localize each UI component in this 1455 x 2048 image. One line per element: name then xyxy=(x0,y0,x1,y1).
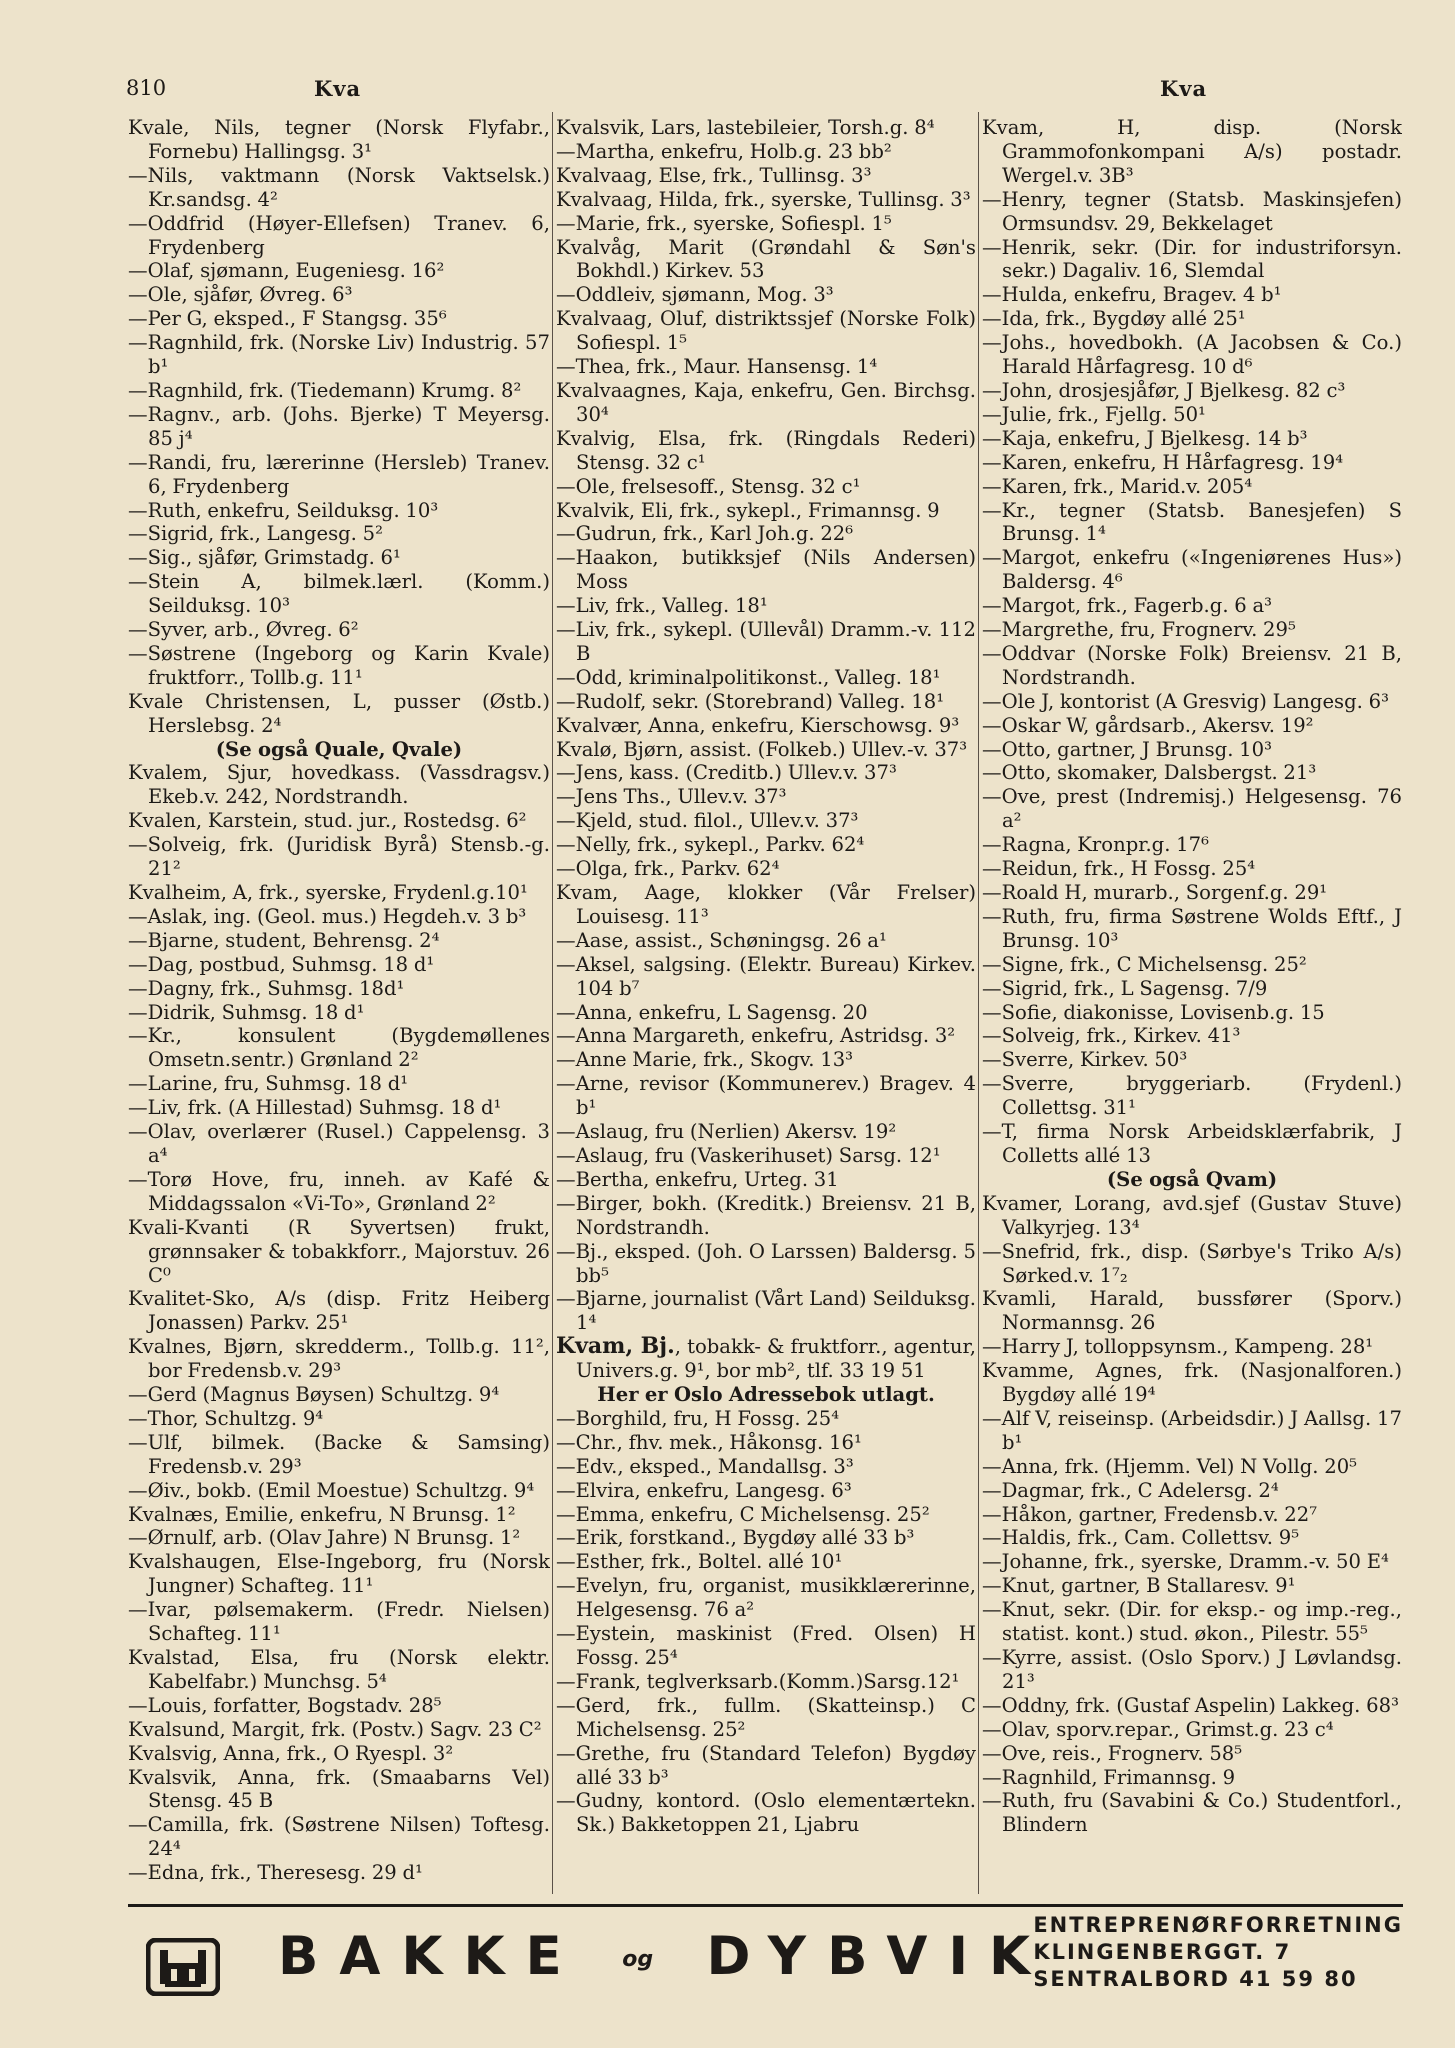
directory-entry: —Birger, bokh. (Kreditk.) Breiensv. 21 B, Nordstrandh. xyxy=(556,1191,976,1239)
directory-entry: —Aase, assist., Schøningsg. 26 a¹ xyxy=(556,928,887,952)
directory-entry: —Liv, frk. (A Hillestad) Suhmsg. 18 d¹ xyxy=(128,1096,502,1120)
directory-entry: —Olga, frk., Parkv. 62⁴ xyxy=(556,857,780,881)
directory-entry: —Sverre, Kirkev. 50³ xyxy=(982,1048,1188,1072)
directory-entry: Kvalsvik, Lars, lastebileier, Torsh.g. 8⁴ xyxy=(556,116,935,139)
directory-entry: Kvalshaugen, Else-Ingeborg, fru (Norsk Jungner) Schafteg. 11¹ xyxy=(128,1550,550,1598)
directory-entry: —Knut, gartner, B Stallaresv. 9¹ xyxy=(982,1574,1296,1598)
directory-entry: —Snefrid, frk., disp. (Sørbye's Triko A/s) Sørked.v. 1⁷₂ xyxy=(982,1239,1402,1287)
directory-entry: —Ruth, fru (Savabini & Co.) Studentforl., Blindern xyxy=(982,1789,1402,1837)
directory-entry: —Larine, fru, Suhmsg. 18 d¹ xyxy=(128,1072,409,1096)
directory-entry: —Marie, frk., syerske, Sofiespl. 1⁵ xyxy=(556,211,892,235)
directory-entry: Kvalvik, Eli, frk., sykepl., Frimannsg. 9 xyxy=(556,498,940,522)
directory-entry: —Ivar, pølsemakerm. (Fredr. Nielsen) Schafteg. 11¹ xyxy=(128,1598,550,1646)
directory-entry: —Per G, eksped., F Stangsg. 35⁶ xyxy=(128,307,447,331)
directory-entry: —Solveig, frk. (Juridisk Byrå) Stensb.-g. 21² xyxy=(128,833,550,881)
directory-entry: —Olav, sporv.repar., Grimst.g. 23 c⁴ xyxy=(982,1717,1334,1741)
directory-entry: —Borghild, fru, H Fossg. 25⁴ xyxy=(556,1406,840,1430)
directory-entry: —Liv, frk., sykepl. (Ullevål) Dramm.-v. 112 B xyxy=(556,618,976,665)
directory-entry: —Olaf, sjømann, Eugeniesg. 16² xyxy=(128,259,445,283)
directory-entry: —Martha, enkefru, Holb.g. 23 bb² xyxy=(556,139,892,163)
directory-entry: —Jens Ths., Ullev.v. 37³ xyxy=(556,785,787,809)
directory-entry: —Ragnhild, Frimannsg. 9 xyxy=(982,1765,1236,1789)
directory-entry: —Ulf, bilmek. (Backe & Samsing) Fredensb.v. 29³ xyxy=(128,1430,550,1478)
directory-entry: Kvam, H, disp. (Norsk Grammofonkompani A/s) postadr. Wergel.v. 3B³ xyxy=(982,116,1402,187)
directory-entry: —Søstrene (Ingeborg og Karin Kvale) fruktforr., Tollb.g. 11¹ xyxy=(128,641,550,689)
directory-entry: —Bertha, enkefru, Urteg. 31 xyxy=(556,1167,839,1191)
column-1 xyxy=(128,116,550,1885)
directory-entry: —Aksel, salgsing. (Elektr. Bureau) Kirkev. 104 b⁷ xyxy=(556,952,976,1000)
directory-entry: —Rudolf, sekr. (Storebrand) Valleg. 18¹ xyxy=(556,689,945,713)
directory-entry: —Ragnhild, frk. (Tiedemann) Krumg. 8² xyxy=(128,378,522,402)
page-number: 810 xyxy=(126,76,167,100)
directory-entry: —Chr., fhv. mek., Håkonsg. 16¹ xyxy=(556,1430,862,1454)
directory-entry: Kvale Christensen, L, pusser (Østb.) Herslebsg. 2⁴ xyxy=(128,689,550,737)
directory-entry: —T, firma Norsk Arbeidsklærfabrik, J Colletts allé 13 xyxy=(982,1120,1402,1167)
directory-entry: —Edv., eksped., Mandallsg. 3³ xyxy=(556,1454,854,1478)
footer-rule xyxy=(128,1904,1403,1907)
bd-monogram-icon xyxy=(146,1938,220,1996)
directory-entry: —Elvira, enkefru, Langesg. 6³ xyxy=(556,1478,852,1502)
directory-entry: —Dagmar, frk., C Adelersg. 2⁴ xyxy=(982,1478,1279,1502)
ad-line-business: ENTREPRENØRFORRETNING xyxy=(1033,1913,1403,1937)
directory-entry: —Karen, frk., Marid.v. 205⁴ xyxy=(982,474,1253,498)
directory-entry: —Kr., tegner (Statsb. Banesjefen) S Brunsg. 1⁴ xyxy=(982,498,1402,546)
directory-entry: Kvalsvig, Anna, frk., O Ryespl. 3² xyxy=(128,1741,454,1765)
directory-entry: —Olav, overlærer (Rusel.) Cappelensg. 3 a⁴ xyxy=(128,1120,550,1167)
directory-entry: Kvamli, Harald, bussfører (Sporv.) Normannsg. 26 xyxy=(982,1287,1402,1335)
directory-entry: Kvale, Nils, tegner (Norsk Flyfabr., Fornebu) Hallingsg. 3¹ xyxy=(128,116,550,163)
directory-entry: —Dagny, frk., Suhmsg. 18d¹ xyxy=(128,976,405,1000)
directory-entry: —Emma, enkefru, C Michelsensg. 25² xyxy=(556,1502,930,1526)
directory-entry: —Johanne, frk., syerske, Dramm.-v. 50 E⁴ xyxy=(982,1550,1389,1574)
page-header xyxy=(0,76,1455,108)
directory-entry: —Johs., hovedbokh. (A Jacobsen & Co.) Harald Hårfagresg. 10 d⁶ xyxy=(982,331,1402,379)
directory-entry: —Arne, revisor (Kommunerev.) Bragev. 4 b¹ xyxy=(556,1072,976,1120)
headword-left: Kva xyxy=(314,76,362,101)
directory-entry: —Eystein, maskinist (Fred. Olsen) H Fossg. 25⁴ xyxy=(556,1622,976,1669)
directory-entry: —Louis, forfatter, Bogstadv. 28⁵ xyxy=(128,1693,442,1717)
directory-entry: —Sverre, bryggeriarb. (Frydenl.) Collettsg. 31¹ xyxy=(982,1072,1402,1120)
directory-entry: —Gudny, kontord. (Oslo elementærtekn. Sk.) Bakketoppen 21, Ljabru xyxy=(556,1789,976,1837)
directory-entry: —Ragna, Kronpr.g. 17⁶ xyxy=(982,833,1209,857)
directory-entry: Kvalen, Karstein, stud. jur., Rostedsg. 6² xyxy=(128,809,527,833)
directory-entry: —Ruth, fru, firma Søstrene Wolds Eftf., J Brunsg. 10³ xyxy=(982,904,1402,952)
directory-entry: —Hulda, enkefru, Bragev. 4 b¹ xyxy=(982,283,1282,307)
directory-entry: —Ove, prest (Indremisj.) Helgesensg. 76 a² xyxy=(982,785,1402,833)
directory-entry: —Gerd (Magnus Bøysen) Schultzg. 9⁴ xyxy=(128,1383,500,1407)
directory-entry: —Knut, sekr. (Dir. for eksp.- og imp.-reg., statist. kont.) stud. økon., Pilestr. 55⁵ xyxy=(982,1598,1402,1646)
directory-entry: —Ole J, kontorist (A Gresvig) Langesg. 6³ xyxy=(982,689,1389,713)
directory-entry: —Signe, frk., C Michelsensg. 25² xyxy=(982,952,1307,976)
directory-entry: —Sofie, diakonisse, Lovisenb.g. 15 xyxy=(982,1000,1325,1024)
directory-entry: —Sigrid, frk., Langesg. 5² xyxy=(128,522,383,546)
directory-entry: —Stein A, bilmek.lærl. (Komm.) Seilduksg. 10³ xyxy=(128,570,550,618)
directory-entry: —Anna Margareth, enkefru, Astridsg. 3² xyxy=(556,1024,956,1048)
directory-entry: —Anna, enkefru, L Sagensg. 20 xyxy=(556,1000,868,1024)
directory-entry: —Ove, reis., Frognerv. 58⁵ xyxy=(982,1741,1243,1765)
directory-entry: —Alf V, reiseinsp. (Arbeidsdir.) J Aallsg. 17 b¹ xyxy=(982,1406,1402,1454)
advertisement xyxy=(128,1912,1403,2016)
directory-entry: Kvalsvik, Anna, frk. (Smaabarns Vel) Stensg. 45 B xyxy=(128,1765,550,1813)
brand-second: DYBVIK xyxy=(706,1926,1052,1987)
directory-entry: Kvalvig, Elsa, frk. (Ringdals Rederi) Stensg. 32 c¹ xyxy=(556,426,976,474)
directory-entry: Kvalheim, A, frk., syerske, Frydenl.g.10¹ xyxy=(128,881,528,904)
headword-right: Kva xyxy=(1160,76,1208,101)
directory-entry: Kvalnæs, Emilie, enkefru, N Brunsg. 1² xyxy=(128,1502,516,1526)
directory-entry: —Nelly, frk., sykepl., Parkv. 62⁴ xyxy=(556,833,865,857)
directory-entry: —Edna, frk., Theresesg. 29 d¹ xyxy=(128,1861,423,1885)
directory-entry: Kvamer, Lorang, avd.sjef (Gustav Stuve) Valkyrjeg. 13⁴ xyxy=(982,1191,1402,1239)
directory-entry: —John, drosjesjåfør, J Bjelkesg. 82 c³ xyxy=(982,378,1346,402)
directory-entry: Kvalsund, Margit, frk. (Postv.) Sagv. 23 C² xyxy=(128,1717,542,1741)
ad-line-phone: SENTRALBORD 41 59 80 xyxy=(1033,1967,1358,1991)
directory-entry: Kvalvåg, Marit (Grøndahl & Søn's Bokhdl.) Kirkev. 53 xyxy=(556,235,976,283)
directory-entry: —Oddvar (Norske Folk) Breiensv. 21 B, Nordstrandh. xyxy=(982,641,1402,689)
directory-entry: —Otto, gartner, J Brunsg. 10³ xyxy=(982,737,1272,761)
directory-entry: —Bj., eksped. (Joh. O Larssen) Baldersg. 5 bb⁵ xyxy=(556,1239,976,1287)
directory-entry: —Ørnulf, arb. (Olav Jahre) N Brunsg. 1² xyxy=(128,1526,521,1550)
directory-entry: —Grethe, fru (Standard Telefon) Bygdøy allé 33 b³ xyxy=(556,1741,976,1789)
directory-entry: Kvalø, Bjørn, assist. (Folkeb.) Ullev.-v. 37³ xyxy=(556,737,968,761)
directory-entry: Kvalvaag, Else, frk., Tullinsg. 3³ xyxy=(556,163,872,187)
directory-entry: —Didrik, Suhmsg. 18 d¹ xyxy=(128,1000,365,1024)
directory-entry: —Ida, frk., Bygdøy allé 25¹ xyxy=(982,307,1246,331)
directory-entry: —Ole, frelsesoff., Stensg. 32 c¹ xyxy=(556,474,861,498)
directory-entry: —Roald H, murarb., Sorgenf.g. 29¹ xyxy=(982,881,1328,904)
directory-entry: —Kjeld, stud. filol., Ullev.v. 37³ xyxy=(556,809,859,833)
directory-entry: —Camilla, frk. (Søstrene Nilsen) Toftesg. 24⁴ xyxy=(128,1813,550,1861)
directory-entry: —Frank, teglverksarb.(Komm.)Sarsg.12¹ xyxy=(556,1669,960,1693)
directory-entry: —Oddleiv, sjømann, Mog. 3³ xyxy=(556,283,834,307)
directory-entry: —Thor, Schultzg. 9⁴ xyxy=(128,1406,324,1430)
directory-entry: —Bjarne, student, Behrensg. 2⁴ xyxy=(128,928,440,952)
directory-entry: —Haakon, butikksjef (Nils Andersen) Moss xyxy=(556,546,976,594)
advertisement-info xyxy=(1033,1912,1403,1993)
directory-entry: —Margrethe, fru, Frognerv. 29⁵ xyxy=(982,618,1296,642)
directory-entry: Kvalitet-Sko, A/s (disp. Fritz Heiberg Jonassen) Parkv. 25¹ xyxy=(128,1287,550,1335)
directory-entry: —Solveig, frk., Kirkev. 41³ xyxy=(982,1024,1241,1048)
directory-entry: —Gerd, frk., fullm. (Skatteinsp.) C Michelsensg. 25² xyxy=(556,1693,976,1741)
column-divider xyxy=(978,112,979,1894)
directory-entry: —Erik, forstkand., Bygdøy allé 33 b³ xyxy=(556,1526,915,1550)
directory-entry: —Øiv., bokb. (Emil Moestue) Schultzg. 9⁴ xyxy=(128,1478,535,1502)
directory-entry: —Nils, vaktmann (Norsk Vaktselsk.) Kr.sandsg. 4² xyxy=(128,163,550,211)
directory-entry: —Torø Hove, fru, inneh. av Kafé & Middagssalon «Vi-To», Grønland 2² xyxy=(128,1167,550,1215)
directory-entry: Kvalvaagnes, Kaja, enkefru, Gen. Birchsg. 30⁴ xyxy=(556,378,976,426)
directory-entry: Kvalvaag, Oluf, distriktssjef (Norske Folk) Sofiespl. 1⁵ xyxy=(556,307,976,355)
directory-entry: Kvam, Aage, klokker (Vår Frelser) Louisesg. 11³ xyxy=(556,881,976,928)
directory-entry: —Aslak, ing. (Geol. mus.) Hegdeh.v. 3 b³ xyxy=(128,904,527,928)
directory-entry: —Dag, postbud, Suhmsg. 18 d¹ xyxy=(128,952,435,976)
directory-entry: Kvali-Kvanti (R Syvertsen) frukt, grønnsaker & tobakkforr., Majorstuv. 26 C⁰ xyxy=(128,1215,550,1287)
directory-entry: Kvam, Bj., tobakk- & fruktforr., agentur, Univers.g. 9¹, bor mb², tlf. 33 19 51 xyxy=(556,1333,976,1383)
directory-entry: —Margot, enkefru («Ingeniørenes Hus») Baldersg. 4⁶ xyxy=(982,546,1402,594)
brand-name xyxy=(278,1926,1051,1987)
directory-entry: —Sig., sjåfør, Grimstadg. 6¹ xyxy=(128,546,401,570)
directory-entry: —Oskar W, gårdsarb., Akersv. 19² xyxy=(982,713,1314,737)
directory-entry: —Odd, kriminalpolitikonst., Valleg. 18¹ xyxy=(556,665,941,689)
brand-first: BAKKE xyxy=(278,1926,583,1987)
directory-entry: —Ole, sjåfør, Øvreg. 6³ xyxy=(128,283,353,307)
directory-entry: Kvalem, Sjur, hovedkass. (Vassdragsv.) Ekeb.v. 242, Nordstrandh. xyxy=(128,761,550,809)
directory-entry: —Karen, enkefru, H Hårfagresg. 19⁴ xyxy=(982,450,1344,474)
directory-entry: —Liv, frk., Valleg. 18¹ xyxy=(556,594,768,618)
directory-entry: —Anna, frk. (Hjemm. Vel) N Vollg. 20⁵ xyxy=(982,1454,1358,1478)
directory-entry: —Ruth, enkefru, Seilduksg. 10³ xyxy=(128,498,439,522)
directory-entry: —Aslaug, fru (Nerlien) Akersv. 19² xyxy=(556,1120,897,1144)
directory-entry: —Oddfrid (Høyer-Ellefsen) Tranev. 6, Frydenberg xyxy=(128,211,550,259)
cross-reference: (Se også Qvam) xyxy=(1106,1167,1278,1191)
directory-entry: —Kaja, enkefru, J Bjelkesg. 14 b³ xyxy=(982,426,1308,450)
directory-entry: —Håkon, gartner, Fredensb.v. 22⁷ xyxy=(982,1502,1318,1526)
directory-entry: —Henrik, sekr. (Dir. for industriforsyn. sekr.) Dagaliv. 16, Slemdal xyxy=(982,235,1402,283)
brand-og: og xyxy=(622,1946,654,1972)
directory-entry: —Thea, frk., Maur. Hansensg. 1⁴ xyxy=(556,355,878,379)
column-2 xyxy=(556,116,976,1837)
directory-entry: Kvalstad, Elsa, fru (Norsk elektr. Kabelfabr.) Munchsg. 5⁴ xyxy=(128,1646,550,1693)
column-divider xyxy=(552,112,553,1894)
cross-reference: Her er Oslo Adressebok utlagt. xyxy=(597,1383,935,1407)
directory-entry: —Bjarne, journalist (Vårt Land) Seilduksg. 1⁴ xyxy=(556,1287,976,1335)
directory-entry: —Gudrun, frk., Karl Joh.g. 22⁶ xyxy=(556,522,854,546)
directory-entry: —Margot, frk., Fagerb.g. 6 a³ xyxy=(982,594,1273,618)
directory-entry: —Harry J, tolloppsynsm., Kampeng. 28¹ xyxy=(982,1335,1374,1359)
ad-line-address: KLINGENBERGGT. 7 xyxy=(1033,1940,1292,1964)
directory-entry: —Otto, skomaker, Dalsbergst. 21³ xyxy=(982,761,1317,785)
directory-entry: —Ragnv., arb. (Johs. Bjerke) T Meyersg. 85 j⁴ xyxy=(128,402,550,450)
cross-reference: (Se også Quale, Qvale) xyxy=(215,737,463,761)
directory-entry: —Esther, frk., Boltel. allé 10¹ xyxy=(556,1550,843,1574)
directory-entry: —Sigrid, frk., L Sagensg. 7/9 xyxy=(982,976,1268,1000)
directory-entry: —Randi, fru, lærerinne (Hersleb) Tranev. 6, Frydenberg xyxy=(128,450,550,498)
directory-entry: —Reidun, frk., H Fossg. 25⁴ xyxy=(982,857,1256,881)
directory-entry: —Syver, arb., Øvreg. 6² xyxy=(128,618,359,642)
directory-entry: —Haldis, frk., Cam. Collettsv. 9⁵ xyxy=(982,1526,1300,1550)
directory-entry: —Aslaug, fru (Vaskerihuset) Sarsg. 12¹ xyxy=(556,1143,941,1167)
directory-entry: —Oddny, frk. (Gustaf Aspelin) Lakkeg. 68³ xyxy=(982,1693,1399,1717)
directory-entry: Kvalvær, Anna, enkefru, Kierschowsg. 9³ xyxy=(556,713,960,737)
directory-entry: —Evelyn, fru, organist, musikklærerinne, Helgesensg. 76 a² xyxy=(556,1574,976,1622)
directory-entry: —Jens, kass. (Creditb.) Ullev.v. 37³ xyxy=(556,761,897,785)
directory-entry: —Ragnhild, frk. (Norske Liv) Industrig. 57 b¹ xyxy=(128,331,550,379)
directory-entry: —Henry, tegner (Statsb. Maskinsjefen) Ormsundsv. 29, Bekkelaget xyxy=(982,187,1402,235)
directory-entry: Kvalvaag, Hilda, frk., syerske, Tullinsg. 3³ xyxy=(556,187,971,211)
directory-entry: —Kyrre, assist. (Oslo Sporv.) J Løvlandsg. 21³ xyxy=(982,1646,1402,1693)
directory-entry: Kvalnes, Bjørn, skredderm., Tollb.g. 11², bor Fredensb.v. 29³ xyxy=(128,1335,550,1383)
directory-entry: —Anne Marie, frk., Skogv. 13³ xyxy=(556,1048,854,1072)
column-3 xyxy=(982,116,1402,1837)
directory-entry: —Kr., konsulent (Bygdemøllenes Omsetn.sentr.) Grønland 2² xyxy=(128,1024,550,1072)
directory-entry: Kvamme, Agnes, frk. (Nasjonalforen.) Bygdøy allé 19⁴ xyxy=(982,1359,1402,1407)
directory-entry: —Julie, frk., Fjellg. 50¹ xyxy=(982,402,1206,426)
